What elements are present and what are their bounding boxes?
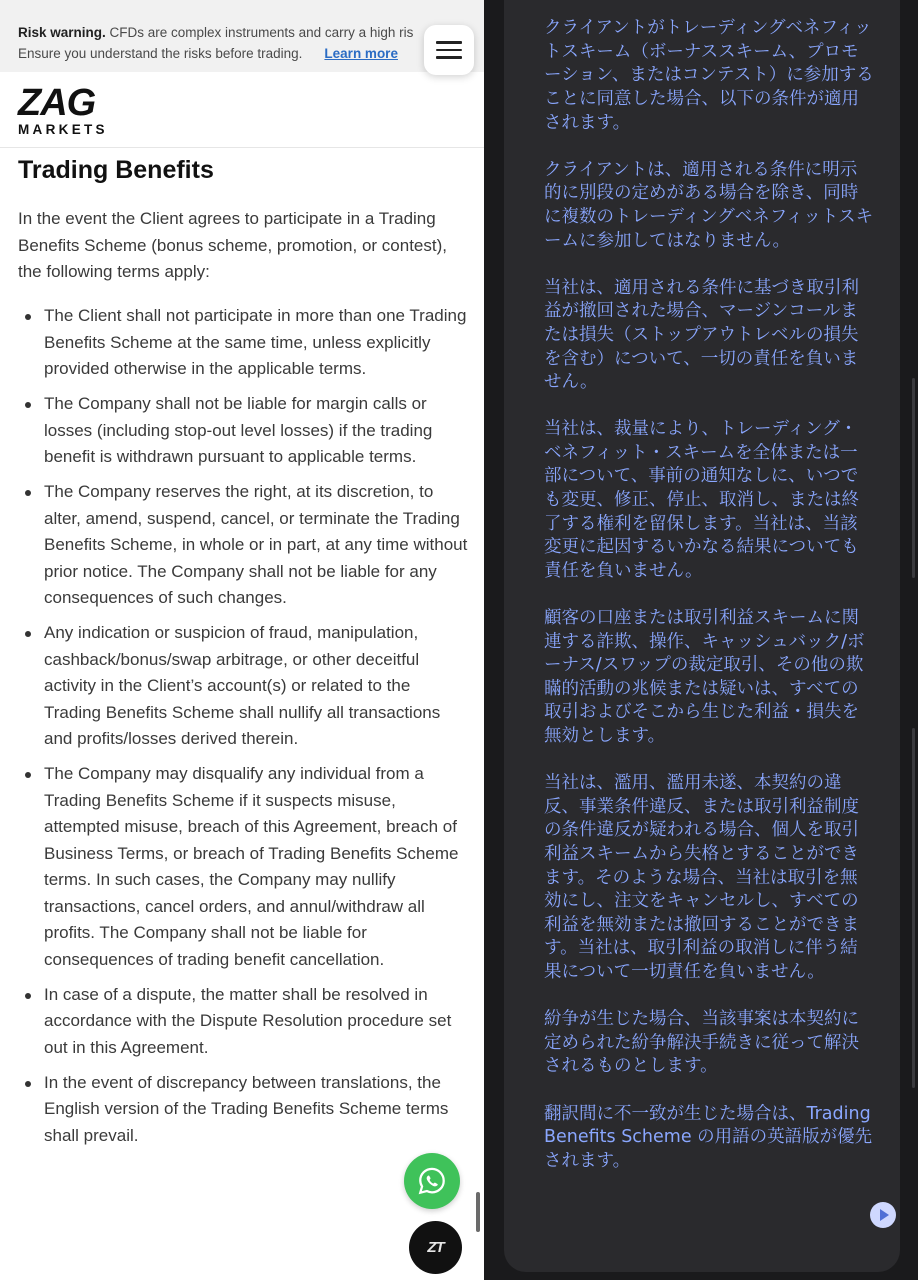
zag-chat-button[interactable] <box>409 1221 462 1274</box>
translation-paragraph: 翻訳間に不一致が生じた場合は、Trading Benefits Scheme の用語の英語版が優先されます。 <box>544 1103 873 1171</box>
translation-paragraph: クライアントがトレーディングベネフィットスキーム（ボーナススキーム、プロモーション、またはコンテスト）に参加することに同意した場合、以下の条件が適用されます。 <box>544 18 874 133</box>
risk-warning-line-2 <box>18 43 484 64</box>
scrollbar[interactable] <box>912 728 915 1088</box>
hamburger-menu-button[interactable] <box>424 25 474 75</box>
zag-markets-logo[interactable] <box>18 82 130 137</box>
terms-list-item: The Company may disqualify any individual from a Trading Benefits Scheme if it suspects misuse, attempted misuse, breach of this Agreement, breach of Business Terms, or breach of Trading Benefits Scheme terms. In such cases, the Company may nullify transactions, cancel orders, and annul/withdraw all profits. The Company shall not be liable for consequences of trading benefit cancellation. <box>22 761 470 973</box>
translation-pane <box>484 0 918 1280</box>
terms-list-item: In the event of discrepancy between translations, the English version of the Trading Benefits Scheme terms shall prevail. <box>22 1070 470 1150</box>
translation-bubble <box>504 0 900 1272</box>
whatsapp-icon <box>417 1166 447 1196</box>
logo-wordmark: ZAG <box>18 82 96 124</box>
terms-list-item: The Company reserves the right, at its discretion, to alter, amend, suspend, cancel, or terminate the Trading Benefits Scheme, in whole or in part, at any time without prior notice. The Company shall not be liable for any consequences of such changes. <box>22 479 470 612</box>
scrollbar[interactable] <box>912 378 915 578</box>
risk-warning-text: CFDs are complex instruments and carry a high ris <box>105 25 414 40</box>
terms-list-item: Any indication or suspicion of fraud, manipulation, cashback/bonus/swap arbitrage, or other deceitful activity in the Client’s account(s) or related to the Trading Benefits Scheme shall nullify all transactions and profits/losses derived therein. <box>22 620 470 753</box>
risk-warning-line-1 <box>18 22 484 43</box>
menu-icon-bar <box>436 49 462 52</box>
header-divider <box>0 147 484 148</box>
translation-text <box>544 0 874 1197</box>
logo-subtitle: MARKETS <box>18 122 108 137</box>
learn-more-link[interactable]: Learn more <box>324 46 398 61</box>
risk-warning-label: Risk warning. <box>18 25 106 40</box>
translation-paragraph: 顧客の口座または取引利益スキームに関連する詐欺、操作、キャッシュバック/ボーナス/スワップの裁定取引、その他の欺瞞的活動の兆候または疑いは、すべての取引およびそこから生じた利益・損失を無効とします。 <box>544 608 865 746</box>
page-title: Trading Benefits <box>18 156 214 184</box>
translation-paragraph: 当社は、適用される条件に基づき取引利益が撤回された場合、マージンコールまたは損失（ストップアウトレベルの損失を含む）について、一切の責任を負いません。 <box>544 277 859 393</box>
scrollbar[interactable] <box>476 1192 480 1232</box>
translation-paragraph: 当社は、濫用、濫用未遂、本契約の違反、事業条件違反、または取引利益制度の条件違反が疑われる場合、個人を取引利益スキームから失格とすることができます。そのような場合、当社は取引を無効にし、注文をキャンセルし、すべての利益を無効または撤回することができます。当社は、取引利益の取消しに伴う結果について一切責任を負いません。 <box>544 773 859 982</box>
intro-paragraph: In the event the Client agrees to participate in a Trading Benefits Scheme (bonus scheme, promotion, or contest), the following terms apply: <box>18 209 447 281</box>
translation-paragraph: 当社は、裁量により、トレーディング・ベネフィット・スキームを全体または一部について、事前の通知なしに、いつでも変更、修正、停止、取消し、または終了する権利を留保します。当社は、当該変更に起因するいかなる結果についても責任を負いません。 <box>544 419 859 581</box>
terms-list-item: In case of a dispute, the matter shall be resolved in accordance with the Dispute Resolution procedure set out in this Agreement. <box>22 982 470 1062</box>
zag-badge-icon: ZT <box>427 1239 444 1256</box>
terms-list-item: The Company shall not be liable for margin calls or losses (including stop-out level losses) if the trading benefit is withdrawn pursuant to applicable terms. <box>22 391 470 471</box>
terms-list-item: The Client shall not participate in more than one Trading Benefits Scheme at the same time, unless explicitly provided otherwise in the applicable terms. <box>22 303 470 383</box>
translation-paragraph: クライアントは、適用される条件に明示的に別段の定めがある場合を除き、同時に複数のトレーディングベネフィットスキームに参加してはなりません。 <box>544 159 874 251</box>
translation-paragraph: 紛争が生じた場合、当該事案は本契約に定められた紛争解決手続きに従って解決されるものとします。 <box>544 1009 859 1077</box>
menu-icon-bar <box>436 41 462 44</box>
risk-warning-text-2: Ensure you understand the risks before trading. <box>18 46 303 61</box>
whatsapp-chat-button[interactable] <box>404 1153 460 1209</box>
terms-list <box>22 303 470 1158</box>
risk-warning-banner <box>0 0 484 72</box>
menu-icon-bar <box>436 56 462 59</box>
play-icon[interactable] <box>870 1202 896 1228</box>
